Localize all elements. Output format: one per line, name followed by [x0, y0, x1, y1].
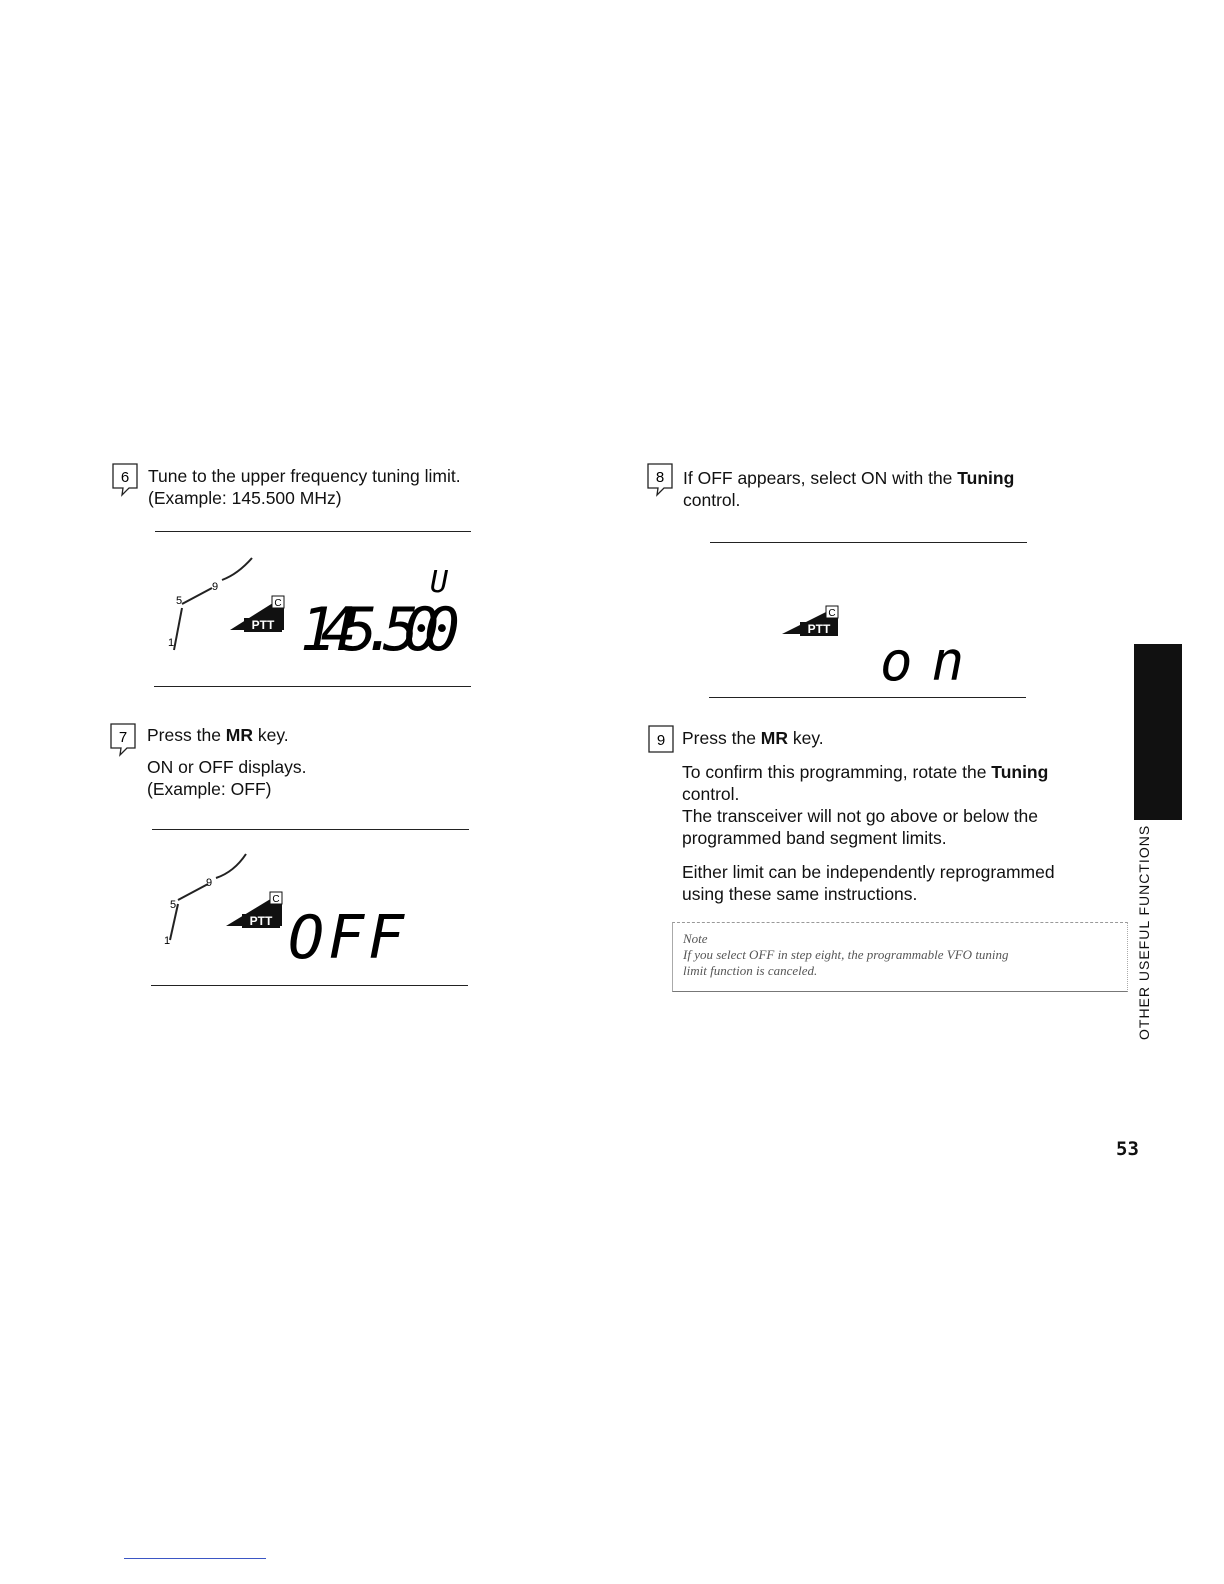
ptt-label: PTT	[249, 914, 273, 928]
scale-label-1: 1	[164, 935, 171, 947]
rule-8-bottom	[709, 697, 1026, 698]
ptt-label: PTT	[807, 622, 831, 636]
step-9-line-1-post: key.	[788, 728, 824, 748]
step-7-badge	[108, 722, 138, 752]
note-line-1: If you select OFF in step eight, the programmable VFO tuning	[683, 947, 1009, 962]
lcd-frequency-digits: 145.500	[300, 595, 460, 665]
c-label: C	[272, 894, 280, 905]
note-title: Note	[683, 931, 708, 946]
ptt-icon	[230, 596, 284, 632]
step-9-badge	[646, 724, 676, 754]
step-9-line-1	[682, 727, 1055, 749]
step-8-line-1	[683, 467, 1014, 489]
rule-6-top	[155, 531, 471, 532]
step-9-para-1-line-4: programmed band segment limits.	[682, 828, 947, 848]
note-box	[672, 922, 1128, 992]
step-7-number: 7	[118, 729, 128, 746]
section-tab-marker	[1134, 644, 1182, 820]
footer-divider	[124, 1558, 266, 1559]
tuning-control-label: Tuning	[957, 468, 1015, 488]
step-9-para-1-pre: To confirm this programming, rotate the	[682, 762, 992, 782]
step-7-text	[147, 724, 306, 800]
lcd-frequency-display	[160, 550, 470, 665]
step-9-number: 9	[656, 732, 666, 749]
scale-label-9: 9	[212, 581, 219, 593]
rule-6-bottom	[154, 686, 471, 687]
c-label: C	[828, 608, 836, 619]
step-8-badge	[645, 462, 675, 492]
lcd-off-digits: OFF	[288, 903, 404, 973]
step-6-text	[148, 465, 461, 509]
step-6-line-2: (Example: 145.500 MHz)	[148, 488, 342, 508]
lcd-off-display	[158, 846, 458, 973]
scale-label-9: 9	[206, 877, 213, 889]
section-side-label: OTHER USEFUL FUNCTIONS	[1136, 824, 1152, 1040]
step-9-para-1-line-3: The transceiver will not go above or below the	[682, 806, 1039, 826]
step-9-para-1-line-1	[682, 761, 1055, 783]
c-label: C	[274, 598, 282, 609]
rule-8-top	[710, 542, 1027, 543]
ptt-icon	[226, 892, 282, 928]
mr-key-label: MR	[225, 725, 254, 745]
rule-7-bottom	[151, 985, 468, 986]
rule-7-top	[152, 829, 469, 830]
step-9-text	[682, 727, 1055, 905]
scale-label-5: 5	[176, 595, 183, 607]
step-8-text	[683, 467, 1014, 511]
step-7-line-1	[147, 724, 306, 746]
step-7-line-2: ON or OFF displays.	[147, 757, 307, 777]
step-8-line-1-pre: If OFF appears, select ON with the	[683, 468, 958, 488]
step-9-para-2-line-1: Either limit can be independently reprogrammed	[682, 862, 1055, 882]
step-9-para-1-line-2: control.	[682, 784, 740, 804]
mr-key-label: MR	[760, 728, 789, 748]
step-6-badge	[110, 462, 140, 492]
step-9-line-1-pre: Press the	[682, 728, 761, 748]
step-7-line-1-pre: Press the	[147, 725, 226, 745]
lcd-on-display	[780, 600, 1020, 695]
step-8-line-2: control.	[683, 490, 741, 510]
tuning-control-label: Tuning	[991, 762, 1049, 782]
step-6-number: 6	[120, 469, 130, 486]
page-number: 53	[1116, 1138, 1139, 1160]
lcd-suffix: U	[430, 565, 449, 600]
step-7-line-1-post: key.	[253, 725, 289, 745]
step-9-para-2-line-2: using these same instructions.	[682, 884, 918, 904]
step-8-number: 8	[655, 469, 665, 486]
ptt-label: PTT	[251, 618, 275, 632]
ptt-icon	[782, 606, 838, 636]
note-line-2: limit function is canceled.	[683, 963, 818, 978]
step-6-line-1: Tune to the upper frequency tuning limit.	[148, 466, 461, 486]
scale-label-5: 5	[170, 899, 177, 911]
lcd-on-digits: on	[880, 630, 964, 693]
scale-label-1: 1	[168, 637, 175, 649]
step-7-line-3: (Example: OFF)	[147, 779, 272, 799]
